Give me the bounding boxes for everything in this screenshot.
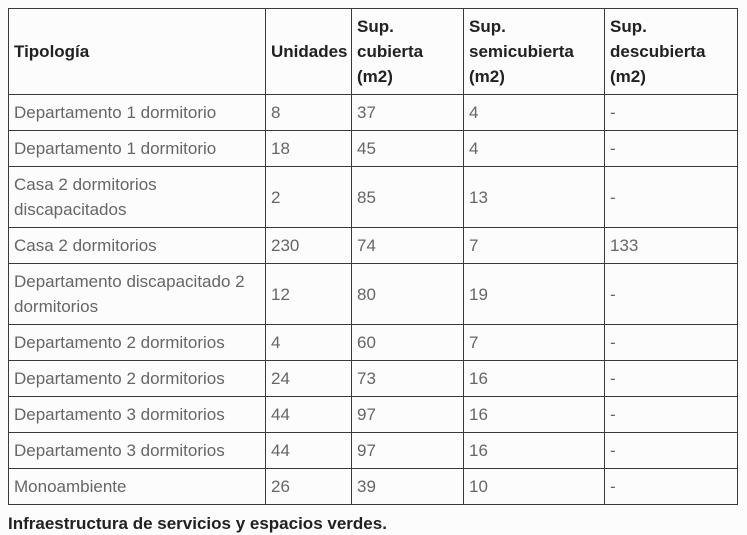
value-cell: 4: [464, 95, 605, 131]
typology-cell: Departamento 3 dormitorios: [9, 397, 266, 433]
table-row: [9, 325, 738, 361]
typology-cell: Casa 2 dormitorios discapacitados: [9, 167, 266, 228]
value-cell: 2: [266, 167, 352, 228]
value-cell: 60: [352, 325, 464, 361]
value-cell: 44: [266, 397, 352, 433]
typology-cell: Departamento 2 dormitorios: [9, 361, 266, 397]
table-caption: Infraestructura de servicios y espacios verdes.: [8, 514, 387, 533]
value-cell: -: [605, 264, 738, 325]
value-cell: 97: [352, 397, 464, 433]
typology-table: [8, 8, 738, 505]
value-cell: 13: [464, 167, 605, 228]
table-row: [9, 397, 738, 433]
table-header: [9, 9, 738, 95]
value-cell: -: [605, 325, 738, 361]
value-cell: 12: [266, 264, 352, 325]
value-cell: 85: [352, 167, 464, 228]
table-row: [9, 361, 738, 397]
value-cell: 16: [464, 433, 605, 469]
typology-cell: Monoambiente: [9, 469, 266, 505]
value-cell: 74: [352, 228, 464, 264]
value-cell: -: [605, 397, 738, 433]
header-row: [9, 9, 738, 95]
column-header: Sup. semicubierta (m2): [464, 9, 605, 95]
typology-cell: Casa 2 dormitorios: [9, 228, 266, 264]
value-cell: 133: [605, 228, 738, 264]
value-cell: 37: [352, 95, 464, 131]
value-cell: 7: [464, 228, 605, 264]
value-cell: 45: [352, 131, 464, 167]
table-row: [9, 433, 738, 469]
typology-cell: Departamento 3 dormitorios: [9, 433, 266, 469]
table-row: [9, 131, 738, 167]
value-cell: 16: [464, 361, 605, 397]
value-cell: -: [605, 469, 738, 505]
typology-cell: Departamento discapacitado 2 dormitorios: [9, 264, 266, 325]
value-cell: 80: [352, 264, 464, 325]
value-cell: -: [605, 167, 738, 228]
value-cell: 24: [266, 361, 352, 397]
value-cell: 39: [352, 469, 464, 505]
value-cell: 10: [464, 469, 605, 505]
value-cell: 97: [352, 433, 464, 469]
value-cell: 44: [266, 433, 352, 469]
value-cell: 7: [464, 325, 605, 361]
table-row: [9, 228, 738, 264]
value-cell: 73: [352, 361, 464, 397]
table-row: [9, 167, 738, 228]
table-body: [9, 95, 738, 505]
typology-cell: Departamento 1 dormitorio: [9, 95, 266, 131]
column-header: Sup. cubierta (m2): [352, 9, 464, 95]
value-cell: 19: [464, 264, 605, 325]
column-header: Sup. descubierta (m2): [605, 9, 738, 95]
typology-cell: Departamento 2 dormitorios: [9, 325, 266, 361]
value-cell: 18: [266, 131, 352, 167]
table-row: [9, 264, 738, 325]
value-cell: 4: [266, 325, 352, 361]
value-cell: 8: [266, 95, 352, 131]
table-row: [9, 469, 738, 505]
value-cell: -: [605, 361, 738, 397]
typology-cell: Departamento 1 dormitorio: [9, 131, 266, 167]
value-cell: 4: [464, 131, 605, 167]
value-cell: 230: [266, 228, 352, 264]
column-header: Tipología: [9, 9, 266, 95]
value-cell: -: [605, 131, 738, 167]
table-row: [9, 95, 738, 131]
value-cell: 26: [266, 469, 352, 505]
value-cell: 16: [464, 397, 605, 433]
value-cell: -: [605, 433, 738, 469]
column-header: Unidades: [266, 9, 352, 95]
value-cell: -: [605, 95, 738, 131]
